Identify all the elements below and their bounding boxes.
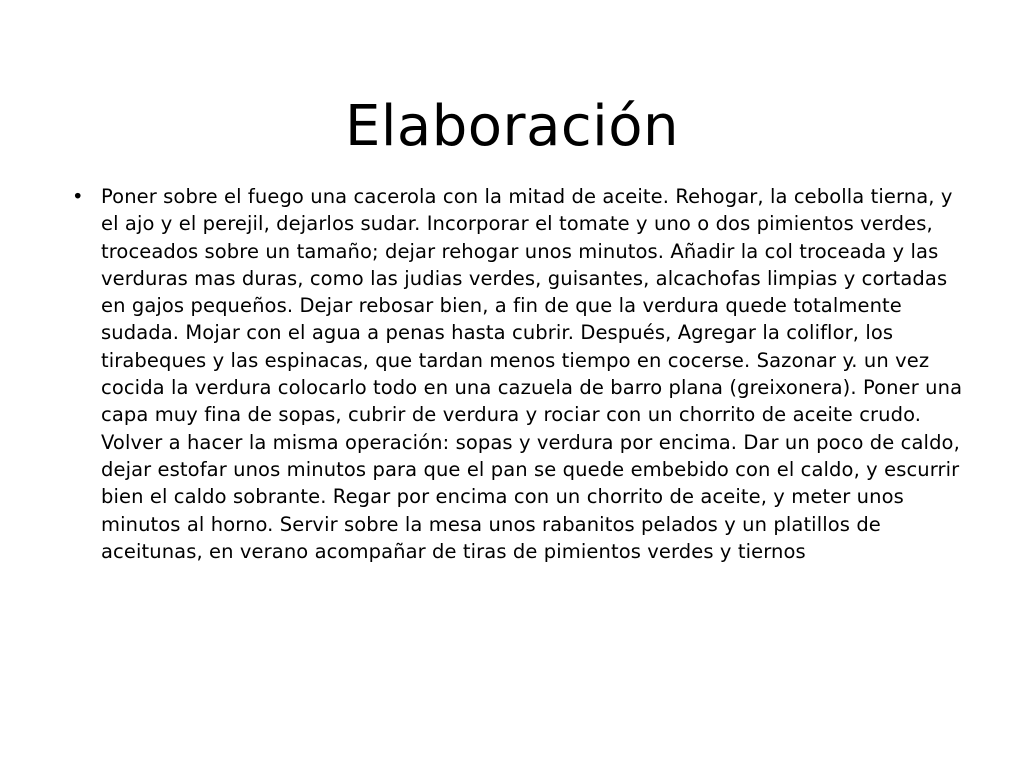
bullet-item	[72, 183, 964, 565]
bullet-list	[72, 183, 964, 565]
bullet-marker: •	[72, 185, 84, 208]
bullet-text: Poner sobre el fuego una cacerola con la mitad de aceite. Rehogar, la cebolla tierna, y el ajo y el perejil, dejarlos sudar. Incorporar el tomate y uno o dos pimientos verdes, troceados sobre un tamaño; dejar rehogar unos minutos. Añadir la col troceada y las verduras mas duras, como las judias verdes, guisantes, alcachofas limpias y cortadas en gajos pequeños. Dejar rebosar bien, a fin de que la verdura quede totalmente sudada. Mojar con el agua a penas hasta cubrir. Después, Agregar la coliflor, los tirabeques y las espinacas, que tardan menos tiempo en cocerse. Sazonar y. un vez cocida la verdura colocarlo todo en una cazuela de barro plana (greixonera). Poner una capa muy fina de sopas, cubrir de verdura y rociar con un chorrito de aceite crudo. Volver a hacer la misma operación: sopas y verdura por encima. Dar un poco de caldo, dejar estofar unos minutos para que el pan se quede embebido con el caldo, y escurrir bien el caldo sobrante. Regar por encima con un chorrito de aceite, y meter unos minutos al horno. Servir sobre la mesa unos rabanitos pelados y un platillos de aceitunas, en verano acompañar de tiras de pimientos verdes y tiernos	[101, 185, 963, 563]
slide-title: Elaboración	[344, 93, 679, 159]
